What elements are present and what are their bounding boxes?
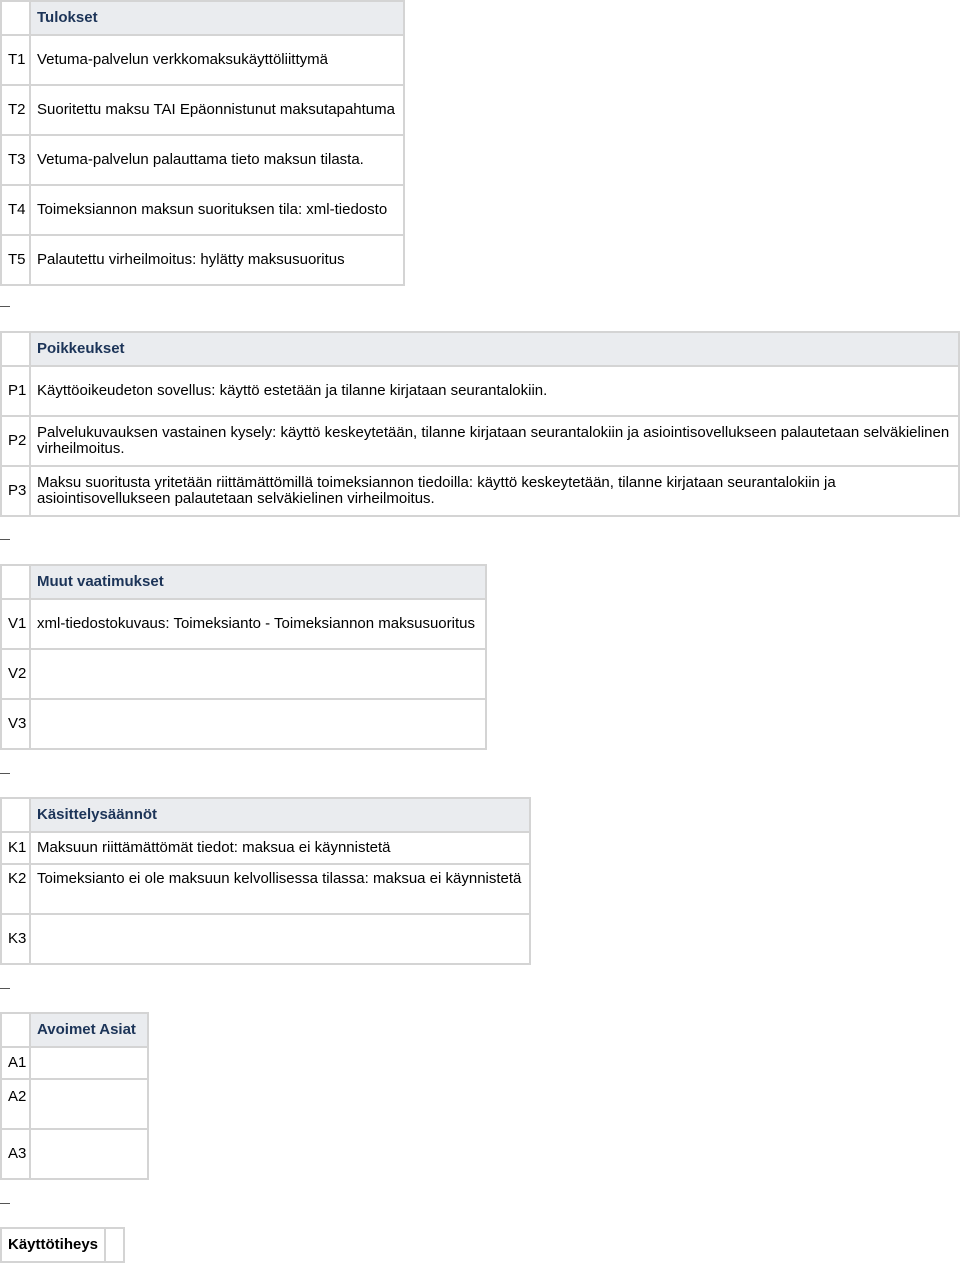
separator-dash [0,306,10,307]
header-spacer [1,565,30,599]
table-row [1,1079,148,1129]
table-row [1,235,404,285]
header-spacer [1,1013,30,1047]
header-spacer [1,798,30,832]
row-id: T3 [1,135,30,185]
row-text [30,699,486,749]
separator-dash [0,773,10,774]
row-text [30,1047,148,1079]
row-text [30,914,530,964]
row-text [30,649,486,699]
row-text: Käyttöoikeudeton sovellus: käyttö estetään ja tilanne kirjataan seurantalokiin. [30,366,959,416]
table-row [1,699,486,749]
row-text: xml-tiedostokuvaus: Toimeksianto - Toimeksiannon maksusuoritus [30,599,486,649]
table-row [1,1047,148,1079]
muut-vaatimukset-table [0,564,487,750]
row-id: A2 [1,1079,30,1129]
kasittelysaannot-table [0,797,531,965]
tulokset-table [0,0,405,286]
section-title-avoimet-asiat: Avoimet Asiat [30,1013,148,1047]
row-id: T1 [1,35,30,85]
section-title-kayttotiheys: Käyttötiheys [1,1228,105,1262]
row-text: Suoritettu maksu TAI Epäonnistunut maksutapahtuma [30,85,404,135]
row-id: K2 [1,864,30,914]
row-text [30,1079,148,1129]
avoimet-asiat-table [0,1012,149,1180]
kayttotiheys-table [0,1227,125,1263]
table-row [1,85,404,135]
row-id: A1 [1,1047,30,1079]
table-row [1,366,959,416]
row-id: V1 [1,599,30,649]
separator-dash [0,1203,10,1204]
row-id: T2 [1,85,30,135]
row-text [30,1129,148,1179]
table-row [1,35,404,85]
section-title-kasittelysaannot: Käsittelysäännöt [30,798,530,832]
table-row [1,864,530,914]
table-row [1,832,530,864]
row-text: Maksu suoritusta yritetään riittämättömillä toimeksiannon tiedoilla: käyttö keskeytetään, tilanne kirjataan seurantalokiin ja asiointisovellukseen palautetaan selväkielinen virheilmoitus. [30,466,959,516]
table-row [1,599,486,649]
row-text: Vetuma-palvelun palauttama tieto maksun tilasta. [30,135,404,185]
header-spacer [1,1,30,35]
row-id: T5 [1,235,30,285]
table-row [1,185,404,235]
poikkeukset-table [0,331,960,517]
table-row [1,914,530,964]
header-spacer [1,332,30,366]
table-row [1,649,486,699]
table-row [1,1129,148,1179]
row-id: P1 [1,366,30,416]
table-row [1,135,404,185]
row-id: K1 [1,832,30,864]
row-id: T4 [1,185,30,235]
row-id: P2 [1,416,30,466]
row-id: K3 [1,914,30,964]
kayttotiheys-value [105,1228,124,1262]
table-row [1,416,959,466]
row-text: Toimeksiannon maksun suorituksen tila: xml-tiedosto [30,185,404,235]
row-text: Maksuun riittämättömät tiedot: maksua ei käynnistetä [30,832,530,864]
row-text: Toimeksianto ei ole maksuun kelvollisessa tilassa: maksua ei käynnistetä [30,864,530,914]
row-id: V2 [1,649,30,699]
row-id: A3 [1,1129,30,1179]
row-id: P3 [1,466,30,516]
separator-dash [0,539,10,540]
section-title-poikkeukset: Poikkeukset [30,332,959,366]
row-id: V3 [1,699,30,749]
row-text: Vetuma-palvelun verkkomaksukäyttöliittymä [30,35,404,85]
table-row [1,466,959,516]
row-text: Palvelukuvauksen vastainen kysely: käyttö keskeytetään, tilanne kirjataan seurantalokiin ja asiointisovellukseen palautetaan selväkielinen virheilmoitus. [30,416,959,466]
section-title-tulokset: Tulokset [30,1,404,35]
separator-dash [0,988,10,989]
section-title-muut-vaatimukset: Muut vaatimukset [30,565,486,599]
row-text: Palautettu virheilmoitus: hylätty maksusuoritus [30,235,404,285]
